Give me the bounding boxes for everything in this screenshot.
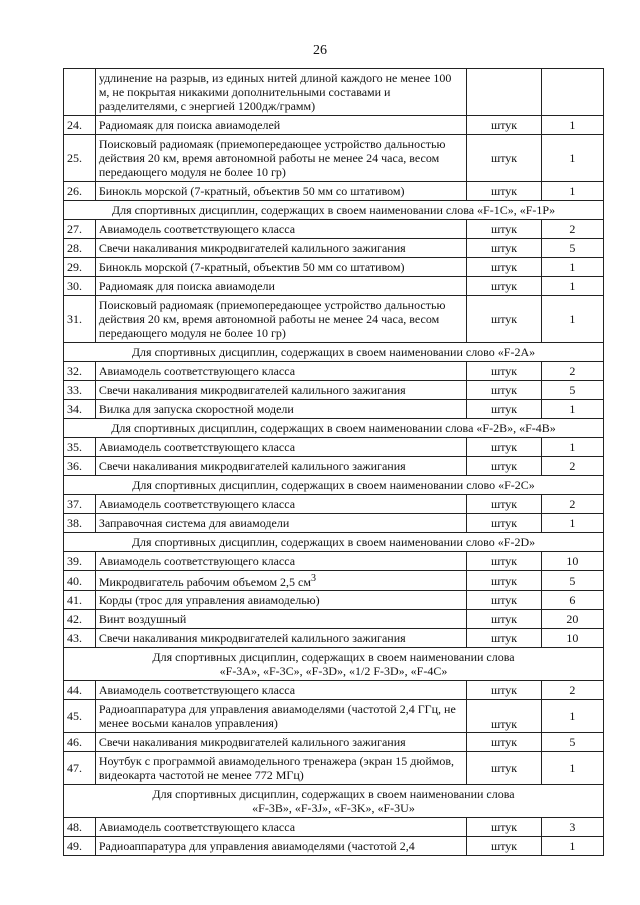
row-qty: 1 xyxy=(541,400,603,419)
row-unit: штук xyxy=(467,552,541,571)
row-number: 35. xyxy=(64,438,96,457)
row-qty: 6 xyxy=(541,591,603,610)
row-name: Радиомаяк для поиска авиамоделей xyxy=(95,116,467,135)
row-name: Ноутбук с программой авиамодельного тренажера (экран 15 дюймов, видеокарта частотой не менее 772 МГц) xyxy=(95,752,467,785)
row-number: 25. xyxy=(64,135,96,182)
row-unit: штук xyxy=(467,239,541,258)
row-name: Винт воздушный xyxy=(95,610,467,629)
row-number: 32. xyxy=(64,362,96,381)
row-qty: 1 xyxy=(541,258,603,277)
section-heading: Для спортивных дисциплин, содержащих в своем наименовании слова «F-2B», «F-4B» xyxy=(64,419,604,438)
section-heading xyxy=(64,648,604,681)
row-name-text: Микродвигатель рабочим объемом 2,5 см xyxy=(98,575,311,589)
row-qty: 2 xyxy=(541,362,603,381)
table-row xyxy=(64,400,604,419)
row-unit: штук xyxy=(467,400,541,419)
row-number: 42. xyxy=(64,610,96,629)
row-qty: 2 xyxy=(541,457,603,476)
section-row xyxy=(64,533,604,552)
row-unit: штук xyxy=(467,182,541,201)
row-number: 43. xyxy=(64,629,96,648)
row-number: 39. xyxy=(64,552,96,571)
table-row xyxy=(64,818,604,837)
equipment-table xyxy=(63,68,604,856)
row-name: Заправочная система для авиамодели xyxy=(95,514,467,533)
row-name: Свечи накаливания микродвигателей калильного зажигания xyxy=(95,629,467,648)
section-heading-line: Для спортивных дисциплин, содержащих в своем наименовании слова xyxy=(152,650,515,664)
row-number: 29. xyxy=(64,258,96,277)
row-unit: штук xyxy=(467,514,541,533)
row-name: Радиомаяк для поиска авиамодели xyxy=(95,277,467,296)
table-row xyxy=(64,571,604,591)
row-qty: 1 xyxy=(541,116,603,135)
table-row xyxy=(64,681,604,700)
row-qty: 1 xyxy=(541,438,603,457)
table-row xyxy=(64,362,604,381)
row-name: Свечи накаливания микродвигателей калильного зажигания xyxy=(95,239,467,258)
row-unit: штук xyxy=(467,258,541,277)
row-number: 46. xyxy=(64,733,96,752)
section-heading: Для спортивных дисциплин, содержащих в своем наименовании слово «F-2D» xyxy=(64,533,604,552)
row-unit: штук xyxy=(467,457,541,476)
row-qty: 5 xyxy=(541,733,603,752)
section-heading-line: «F-3B», «F-3J», «F-3K», «F-3U» xyxy=(252,801,415,815)
row-qty: 1 xyxy=(541,277,603,296)
page-number: 26 xyxy=(313,43,327,58)
row-unit: штук xyxy=(467,381,541,400)
row-qty: 1 xyxy=(541,182,603,201)
table-row xyxy=(64,116,604,135)
row-qty: 5 xyxy=(541,239,603,258)
section-row xyxy=(64,648,604,681)
section-row xyxy=(64,476,604,495)
row-unit: штук xyxy=(467,135,541,182)
row-name: Поисковый радиомаяк (приемопередающее устройство дальностью действия 20 км, время автономной работы не менее 24 часа, весом передающего модуля не более 10 гр) xyxy=(95,296,467,343)
superscript-three: 3 xyxy=(310,573,316,584)
section-row xyxy=(64,785,604,818)
row-name: Свечи накаливания микродвигателей калильного зажигания xyxy=(95,457,467,476)
row-name: Свечи накаливания микродвигателей калильного зажигания xyxy=(95,381,467,400)
row-qty: 2 xyxy=(541,681,603,700)
row-qty: 1 xyxy=(541,752,603,785)
row-number: 26. xyxy=(64,182,96,201)
row-name: Авиамодель соответствующего класса xyxy=(95,552,467,571)
section-row xyxy=(64,343,604,362)
row-number: 36. xyxy=(64,457,96,476)
row-qty: 5 xyxy=(541,571,603,591)
row-name: Авиамодель соответствующего класса xyxy=(95,818,467,837)
row-name: Свечи накаливания микродвигателей калильного зажигания xyxy=(95,733,467,752)
section-row xyxy=(64,419,604,438)
section-heading-line: «F-3A», «F-3C», «F-3D», «1/2 F-3D», «F-4C» xyxy=(219,664,448,678)
table-row xyxy=(64,69,604,116)
row-unit: штук xyxy=(467,495,541,514)
row-qty: 1 xyxy=(541,700,603,733)
table-row xyxy=(64,457,604,476)
row-number: 44. xyxy=(64,681,96,700)
table-row xyxy=(64,381,604,400)
row-number: 47. xyxy=(64,752,96,785)
row-number: 28. xyxy=(64,239,96,258)
row-qty: 1 xyxy=(541,135,603,182)
row-unit: штук xyxy=(467,438,541,457)
row-unit: штук xyxy=(467,733,541,752)
row-qty: 10 xyxy=(541,552,603,571)
row-unit: штук xyxy=(467,700,541,733)
table-row xyxy=(64,591,604,610)
row-number: 41. xyxy=(64,591,96,610)
table-row xyxy=(64,438,604,457)
row-unit: штук xyxy=(467,220,541,239)
row-unit: штук xyxy=(467,681,541,700)
row-number: 24. xyxy=(64,116,96,135)
section-row xyxy=(64,201,604,220)
table-row xyxy=(64,629,604,648)
row-number: 40. xyxy=(64,571,96,591)
row-qty: 2 xyxy=(541,495,603,514)
row-number: 31. xyxy=(64,296,96,343)
row-name: Корды (трос для управления авиамоделью) xyxy=(95,591,467,610)
table-row xyxy=(64,220,604,239)
row-qty: 20 xyxy=(541,610,603,629)
table-row xyxy=(64,837,604,856)
table-row xyxy=(64,514,604,533)
row-number: 49. xyxy=(64,837,96,856)
row-unit: штук xyxy=(467,296,541,343)
row-name: Поисковый радиомаяк (приемопередающее устройство дальностью действия 20 км, время автономной работы не менее 24 часа, весом передающего модуля не более 10 гр) xyxy=(95,135,467,182)
table-row xyxy=(64,552,604,571)
row-number xyxy=(64,69,96,116)
row-unit: штук xyxy=(467,837,541,856)
row-name: Авиамодель соответствующего класса xyxy=(95,220,467,239)
section-heading xyxy=(64,785,604,818)
row-number: 27. xyxy=(64,220,96,239)
table-row xyxy=(64,135,604,182)
row-name: Авиамодель соответствующего класса xyxy=(95,681,467,700)
table-row xyxy=(64,700,604,733)
table-row xyxy=(64,277,604,296)
table-row xyxy=(64,182,604,201)
row-name xyxy=(95,571,467,591)
row-unit: штук xyxy=(467,591,541,610)
table-row xyxy=(64,610,604,629)
section-heading: Для спортивных дисциплин, содержащих в своем наименовании слово «F-2C» xyxy=(64,476,604,495)
row-number: 48. xyxy=(64,818,96,837)
table-row xyxy=(64,733,604,752)
row-name: Авиамодель соответствующего класса xyxy=(95,362,467,381)
row-unit: штук xyxy=(467,752,541,785)
row-name: Авиамодель соответствующего класса xyxy=(95,495,467,514)
row-name: Радиоаппаратура для управления авиамоделями (частотой 2,4 ГГц, не менее восьми каналов управления) xyxy=(95,700,467,733)
row-unit: штук xyxy=(467,818,541,837)
section-heading: Для спортивных дисциплин, содержащих в своем наименовании слово «F-2A» xyxy=(64,343,604,362)
row-unit: штук xyxy=(467,629,541,648)
row-number: 38. xyxy=(64,514,96,533)
table-row xyxy=(64,239,604,258)
row-unit xyxy=(467,69,541,116)
section-heading-line: Для спортивных дисциплин, содержащих в своем наименовании слова xyxy=(152,787,515,801)
row-qty: 2 xyxy=(541,220,603,239)
row-number: 30. xyxy=(64,277,96,296)
row-name: Бинокль морской (7-кратный, объектив 50 мм со штативом) xyxy=(95,182,467,201)
table-row xyxy=(64,752,604,785)
row-unit: штук xyxy=(467,571,541,591)
row-qty: 10 xyxy=(541,629,603,648)
row-unit: штук xyxy=(467,362,541,381)
table-row xyxy=(64,296,604,343)
row-unit: штук xyxy=(467,610,541,629)
row-name: Бинокль морской (7-кратный, объектив 50 мм со штативом) xyxy=(95,258,467,277)
row-qty xyxy=(541,69,603,116)
row-name: Радиоаппаратура для управления авиамоделями (частотой 2,4 xyxy=(95,837,467,856)
row-name: удлинение на разрыв, из единых нитей длиной каждого не менее 100 м, не покрытая никакими дополнительными составами и разделителями, с энергией 1200дж/грамм) xyxy=(95,69,467,116)
row-qty: 1 xyxy=(541,296,603,343)
row-name: Авиамодель соответствующего класса xyxy=(95,438,467,457)
row-number: 33. xyxy=(64,381,96,400)
row-name: Вилка для запуска скоростной модели xyxy=(95,400,467,419)
row-number: 45. xyxy=(64,700,96,733)
row-number: 34. xyxy=(64,400,96,419)
row-number: 37. xyxy=(64,495,96,514)
row-unit: штук xyxy=(467,116,541,135)
row-qty: 1 xyxy=(541,514,603,533)
section-heading: Для спортивных дисциплин, содержащих в своем наименовании слова «F-1C», «F-1P» xyxy=(64,201,604,220)
table-row xyxy=(64,258,604,277)
row-qty: 3 xyxy=(541,818,603,837)
row-qty: 5 xyxy=(541,381,603,400)
row-qty: 1 xyxy=(541,837,603,856)
row-unit: штук xyxy=(467,277,541,296)
table-row xyxy=(64,495,604,514)
